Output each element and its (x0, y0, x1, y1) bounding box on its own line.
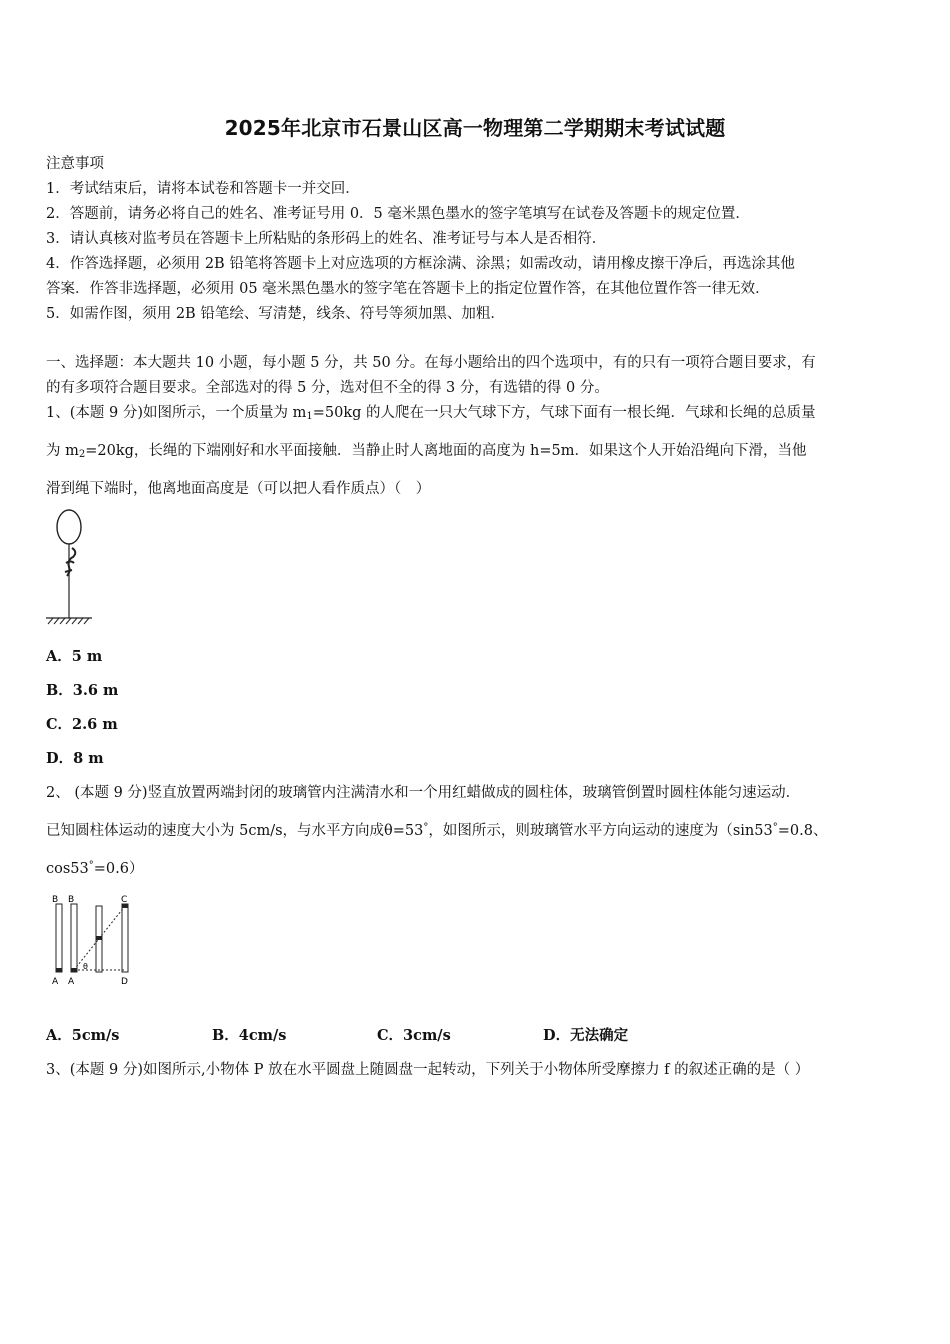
q3-line1: 3、(本题 9 分)如图所示,小物体 P 放在水平圆盘上随圆盘一起转动，下列关于小物体所受摩擦力 f 的叙述正确的是（ ） (46, 1062, 810, 1078)
q1-line1-text-b: =50kg 的人爬在一只大气球下方，气球下面有一根长绳．气球和长绳的总质量 (312, 405, 816, 421)
label-d: D (121, 977, 128, 987)
notice-item-4: 4．作答选择题，必须用 2B 铅笔将答题卡上对应选项的方框涂满、涂黑；如需改动，请用橡皮擦干净后，再选涂其他 (46, 256, 795, 272)
q2-line3 (46, 857, 908, 878)
ground-hatch (48, 618, 89, 624)
q1-option-a: A．5 m (46, 648, 103, 665)
q2-option-b: B．4cm/s (212, 1027, 287, 1044)
q1-line2-text-a: 为 m (46, 443, 79, 459)
label-c: C (121, 895, 128, 905)
q1-subscript-2: 2 (78, 449, 86, 460)
label-b1: B (52, 895, 59, 905)
q1-line1-text-a: 1、(本题 9 分)如图所示，一个质量为 m (46, 405, 307, 421)
tube-1-cap-bottom (56, 968, 62, 972)
section1-intro-line2: 的有多项符合题目要求。全部选对的得 5 分，选对但不全的得 3 分，有选错的得 0 分。 (46, 380, 609, 396)
person-figure (65, 548, 75, 576)
label-a2: A (68, 977, 75, 987)
q2-line2-text-b: ，如图所示，则玻璃管水平方向运动的速度为（sin53 (428, 823, 773, 839)
q2-line3-text-b: =0.6） (93, 861, 144, 877)
q1-line2-text-b: =20kg，长绳的下端刚好和水平面接触．当静止时人离地面的高度为 h=5m．如果这个人开始沿绳向下滑，当他 (85, 443, 807, 459)
tube-4 (122, 904, 128, 972)
q1-option-c: C．2.6 m (46, 716, 118, 733)
q2-option-a: A．5cm/s (46, 1027, 120, 1044)
q2-glass-tube-figure (48, 890, 140, 990)
balloon-shape (57, 510, 81, 544)
q1-line3: 滑到绳下端时，他离地面高度是（可以把人看作质点）（ ） (46, 481, 431, 497)
notice-item-1: 1．考试结束后，请将本试卷和答题卡一并交回． (46, 181, 360, 197)
label-a1: A (52, 977, 59, 987)
diagonal-path (74, 906, 125, 970)
notice-item-4-cont: 答案．作答非选择题，必须用 05 毫米黑色墨水的签字笔在答题卡上的指定位置作答，在其他位置作答一律无效． (46, 281, 770, 297)
q1-option-d: D．8 m (46, 750, 104, 767)
notice-item-2: 2．答题前，请务必将自己的姓名、准考证号用 0．5 毫米黑色墨水的签字笔填写在试卷及答题卡的规定位置． (46, 206, 750, 222)
q2-option-c: C．3cm/s (377, 1027, 451, 1044)
page-title: 2025年北京市石景山区高一物理第二学期期末考试试题 (224, 116, 726, 140)
notice-item-5: 5．如需作图，须用 2B 铅笔绘、写清楚，线条、符号等须加黑、加粗． (46, 306, 505, 322)
notice-heading: 注意事项 (46, 156, 104, 172)
q1-line2 (46, 439, 908, 460)
tube-2 (71, 904, 77, 972)
tube-1 (56, 904, 62, 972)
q1-balloon-figure (44, 508, 96, 628)
q2-line1: 2、 (本题 9 分)竖直放置两端封闭的玻璃管内注满清水和一个用红蜡做成的圆柱体，玻璃管倒置时圆柱体能匀速运动． (46, 785, 801, 801)
label-theta: θ (83, 962, 88, 971)
notice-item-3: 3．请认真核对监考员在答题卡上所粘贴的条形码上的姓名、准考证号与本人是否相符． (46, 231, 607, 247)
q1-option-b: B．3.6 m (46, 682, 119, 699)
q2-degree-1: ° (423, 822, 429, 833)
section1-intro-line1: 一、选择题：本大题共 10 小题，每小题 5 分，共 50 分。在每小题给出的四个选项中，有的只有一项符合题目要求，有 (46, 355, 816, 371)
q2-degree-3: ° (88, 860, 94, 871)
q1-line1 (46, 401, 908, 422)
q2-line2-text-c: =0.8、 (777, 823, 828, 839)
q2-line2-text-a: 已知圆柱体运动的速度大小为 5cm/s，与水平方向成θ=53 (46, 823, 424, 839)
q2-line3-text-a: cos53 (46, 861, 89, 877)
q1-subscript-1: 1 (306, 411, 313, 422)
q2-option-d: D．无法确定 (543, 1027, 629, 1044)
label-b2: B (68, 895, 75, 905)
q2-line2 (46, 819, 908, 840)
q2-degree-2: ° (772, 822, 778, 833)
